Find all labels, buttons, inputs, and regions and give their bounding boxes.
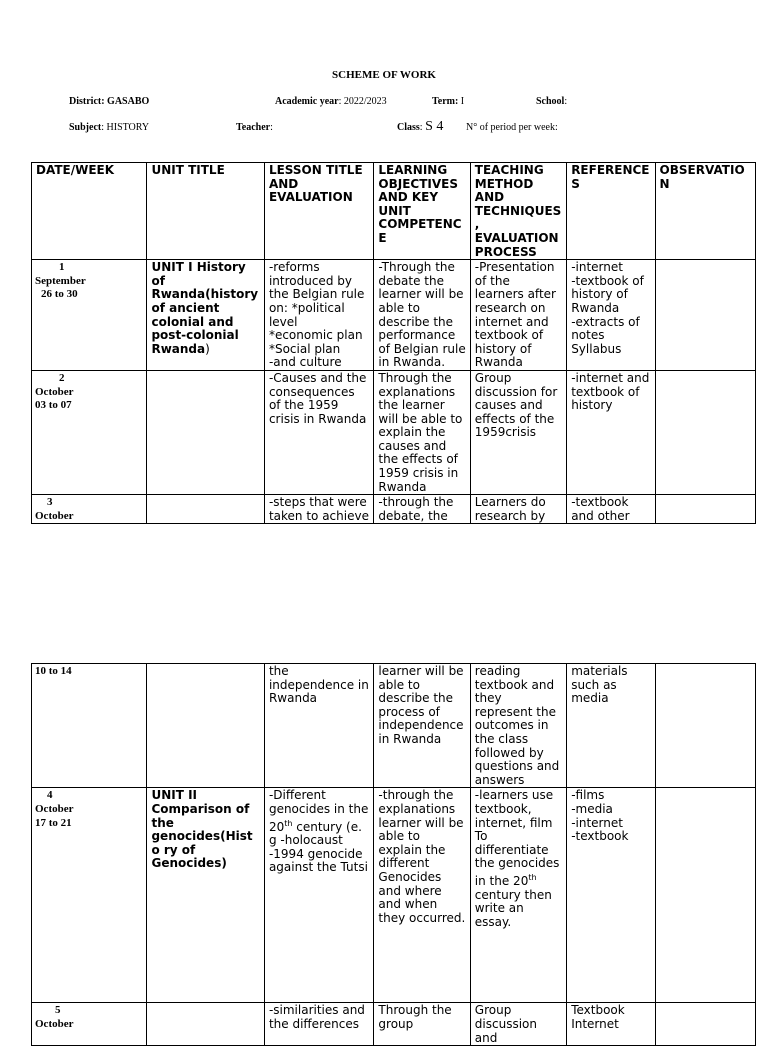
week-month: October — [35, 385, 74, 398]
teaching-cell: Group discussion and — [470, 1003, 566, 1046]
header-lesson-title: LESSON TITLE AND EVALUATION — [264, 163, 373, 260]
district-label: District: — [69, 96, 105, 107]
table-row — [32, 664, 756, 788]
unit-title-cell — [147, 1003, 264, 1046]
lesson-line: *Social plan — [268, 341, 341, 356]
week-month: October — [35, 509, 74, 522]
superscript: th — [284, 818, 293, 828]
observation-cell — [655, 664, 755, 788]
references-cell: -textbook and other — [567, 495, 655, 524]
week-dates: 17 to 21 — [35, 816, 72, 829]
reference-line: -internet — [571, 815, 623, 830]
unit-title-close: ) — [205, 341, 210, 356]
lesson-text: -Different genocides in the 20 — [268, 788, 369, 834]
academic-year-value: : 2022/2023 — [338, 96, 387, 107]
lesson-cell: the independence in Rwanda — [264, 664, 373, 788]
teaching-text: -learners use textbook, internet, film To differentiate the genocides in the 20 — [474, 788, 560, 888]
week-month: September — [35, 274, 86, 287]
date-week-cell — [32, 1003, 147, 1046]
document-title: SCHEME OF WORK — [332, 69, 436, 81]
header-unit-title: UNIT TITLE — [147, 163, 264, 260]
observation-cell — [655, 788, 755, 1003]
week-number: 3 — [47, 496, 53, 509]
week-month: October — [35, 802, 74, 815]
school-label: School — [536, 96, 565, 107]
week-number: 1 — [59, 261, 65, 274]
class-label: Class — [397, 122, 420, 133]
references-cell: materials such as media — [567, 664, 655, 788]
lesson-text: century (e. g -holocaust — [268, 819, 362, 848]
references-cell — [567, 1003, 655, 1046]
header-teaching-method: TEACHING METHOD AND TECHNIQUES , EVALUATION PROCESS — [470, 163, 566, 260]
objectives-cell: -Through the debate the learner will be able to describe the performance of Belgian rule in Rwanda. — [374, 260, 470, 371]
class-value: S 4 — [425, 119, 444, 134]
reference-line: Internet — [571, 1016, 619, 1031]
date-week-cell — [32, 664, 147, 788]
header-references: REFERENCE S — [567, 163, 655, 260]
teaching-text: century then write an essay. — [474, 887, 552, 929]
teaching-cell: reading textbook and they represent the outcomes in the class followed by questions and answers — [470, 664, 566, 788]
week-dates: 03 to 07 — [35, 399, 72, 412]
reference-line: -extracts of notes — [571, 314, 640, 343]
unit-title: UNIT I History of Rwanda(history of ancient colonial and post-colonial Rwanda — [151, 260, 259, 356]
header-learning-objectives: LEARNING OBJECTIVES AND KEY UNIT COMPETENC E — [374, 163, 470, 260]
reference-line: -textbook of history of Rwanda — [571, 273, 644, 315]
week-number: 2 — [59, 371, 65, 384]
header-date-week: DATE/WEEK — [32, 163, 147, 260]
week-dates: 26 to 30 — [41, 288, 78, 301]
reference-line: Textbook — [571, 1003, 625, 1018]
week-number: 5 — [55, 1004, 61, 1017]
reference-line: Syllabus — [571, 341, 622, 356]
lesson-cell: -similarities and the differences — [264, 1003, 373, 1046]
references-cell: -internet and textbook of history — [567, 370, 655, 494]
teaching-cell: Group discussion for causes and effects of the 1959crisis — [470, 370, 566, 494]
teaching-cell: -Presentation of the learners after research on internet and textbook of history of Rwanda — [470, 260, 566, 371]
teaching-cell: Learners do research by — [470, 495, 566, 524]
school-value: : — [564, 96, 568, 107]
teaching-cell — [470, 788, 566, 1003]
reference-line: -media — [571, 801, 613, 816]
lesson-line: -reforms introduced by the Belgian rule on: *political level — [268, 260, 365, 329]
class-colon: : — [419, 122, 423, 133]
references-cell — [567, 788, 655, 1003]
table-row — [32, 1003, 756, 1046]
teacher-label: Teacher — [236, 122, 271, 133]
observation-cell — [655, 1003, 755, 1046]
subject-label: Subject — [69, 122, 102, 133]
superscript: th — [528, 872, 537, 882]
table-row — [32, 788, 756, 1003]
lesson-line: *economic plan — [268, 328, 363, 343]
unit-title-cell: UNIT II Comparison of the genocides(Histo ry of Genocides) — [147, 788, 264, 1003]
lesson-cell: -Causes and the consequences of the 1959 crisis in Rwanda — [264, 370, 373, 494]
reference-line: -textbook — [571, 829, 629, 844]
objectives-cell: Through the explanations the learner will be able to explain the causes and the effects of 1959 crisis in Rwanda — [374, 370, 470, 494]
district-value: GASABO — [107, 96, 150, 107]
objectives-cell: -through the debate, the — [374, 495, 470, 524]
lesson-line: -and culture — [268, 355, 342, 370]
week-dates: 10 to 14 — [35, 665, 72, 677]
scheme-table-page-2 — [31, 663, 756, 1046]
week-month: October — [35, 1017, 74, 1030]
teacher-value: : — [270, 122, 273, 133]
academic-year-label: Academic year — [275, 96, 339, 107]
objectives-cell: learner will be able to describe the process of independence in Rwanda — [374, 664, 470, 788]
lesson-cell — [264, 788, 373, 1003]
term-value: I — [460, 96, 465, 107]
header-observation: OBSERVATIO N — [655, 163, 755, 260]
objectives-cell: Through the group — [374, 1003, 470, 1046]
lesson-line: -1994 genocide against the Tutsi — [268, 846, 368, 875]
objectives-cell: -through the explanations learner will be able to explain the different Genocides and where and when they occurred. — [374, 788, 470, 1003]
term-label: Term: — [432, 96, 459, 107]
unit-title-cell — [147, 664, 264, 788]
subject-value: : HISTORY — [101, 122, 150, 133]
week-number: 4 — [47, 789, 53, 802]
periods-per-week: N° of period per week: — [466, 122, 558, 133]
reference-line: -films — [571, 788, 605, 803]
reference-line: -internet — [571, 260, 623, 275]
lesson-cell: -steps that were taken to achieve — [264, 495, 373, 524]
date-week-cell — [32, 788, 147, 1003]
